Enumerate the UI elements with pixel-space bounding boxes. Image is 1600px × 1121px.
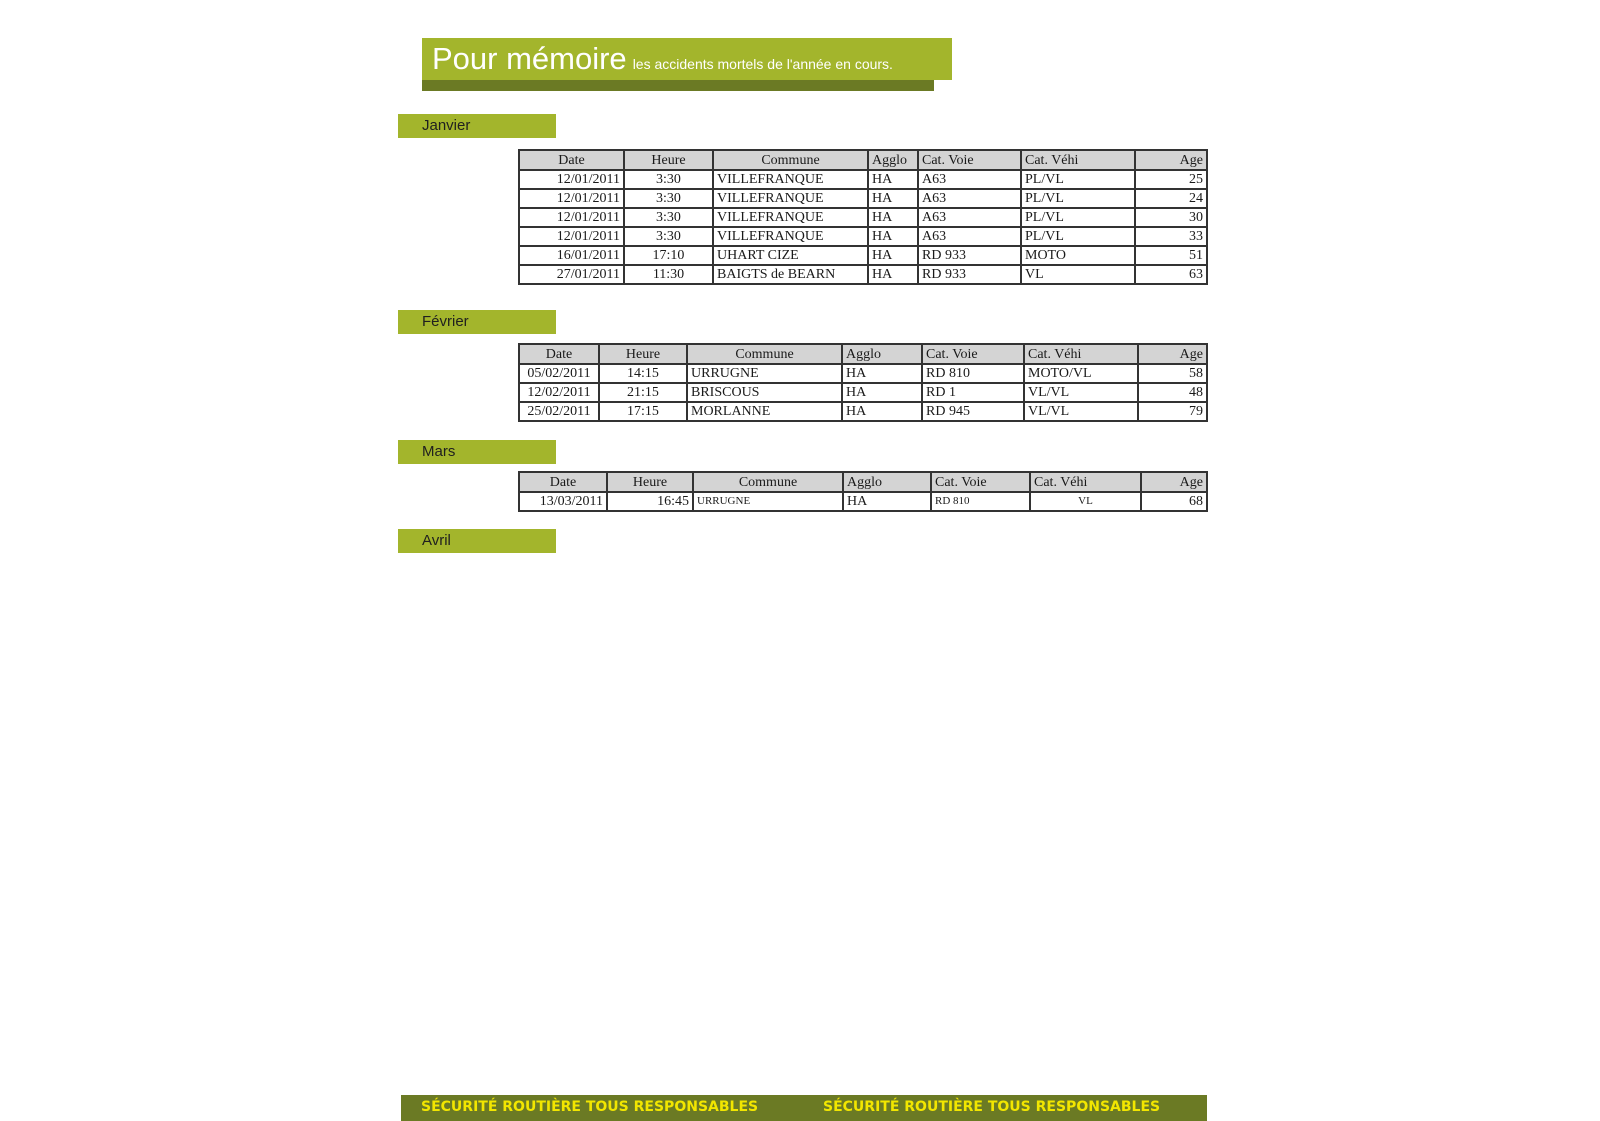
cell-age: 25 [1135, 170, 1207, 189]
cell-heure: 17:15 [599, 402, 687, 421]
table-row [519, 364, 1207, 383]
column-header-agglo: Agglo [868, 150, 918, 170]
cell-cat-voie: A63 [918, 227, 1021, 246]
cell-commune: VILLEFRANQUE [713, 170, 868, 189]
cell-date: 12/02/2011 [519, 383, 599, 402]
cell-cat-voie: RD 933 [918, 246, 1021, 265]
cell-cat-voie: A63 [918, 170, 1021, 189]
cell-commune: URRUGNE [693, 492, 843, 511]
cell-cat-vehi: MOTO/VL [1024, 364, 1138, 383]
cell-commune: VILLEFRANQUE [713, 189, 868, 208]
column-header-cat-voie: Cat. Voie [922, 344, 1024, 364]
cell-cat-vehi: PL/VL [1021, 170, 1135, 189]
cell-agglo: HA [868, 189, 918, 208]
column-header-commune: Commune [687, 344, 842, 364]
cell-commune: VILLEFRANQUE [713, 227, 868, 246]
footer-banner [401, 1095, 1207, 1121]
cell-date: 27/01/2011 [519, 265, 624, 284]
table-header-row [519, 472, 1207, 492]
page-title [432, 38, 893, 80]
cell-age: 79 [1138, 402, 1207, 421]
table-row [519, 170, 1207, 189]
cell-heure: 3:30 [624, 208, 713, 227]
column-header-cat-voie: Cat. Voie [931, 472, 1030, 492]
cell-agglo: HA [868, 208, 918, 227]
table-header-row [519, 150, 1207, 170]
cell-cat-voie: A63 [918, 189, 1021, 208]
cell-heure: 21:15 [599, 383, 687, 402]
cell-heure: 3:30 [624, 189, 713, 208]
cell-commune: UHART CIZE [713, 246, 868, 265]
footer-slogan-right: SÉCURITÉ ROUTIÈRE TOUS RESPONSABLES [823, 1099, 1161, 1115]
cell-date: 13/03/2011 [519, 492, 607, 511]
column-header-commune: Commune [713, 150, 868, 170]
cell-cat-voie: A63 [918, 208, 1021, 227]
cell-cat-vehi: MOTO [1021, 246, 1135, 265]
cell-age: 58 [1138, 364, 1207, 383]
cell-agglo: HA [843, 492, 931, 511]
cell-date: 12/01/2011 [519, 227, 624, 246]
cell-commune: MORLANNE [687, 402, 842, 421]
cell-heure: 17:10 [624, 246, 713, 265]
cell-age: 24 [1135, 189, 1207, 208]
month-label-avril: Avril [398, 529, 556, 553]
cell-cat-vehi: PL/VL [1021, 189, 1135, 208]
table-row [519, 246, 1207, 265]
cell-cat-voie: RD 810 [922, 364, 1024, 383]
table-row [519, 383, 1207, 402]
cell-cat-vehi: PL/VL [1021, 227, 1135, 246]
cell-heure: 3:30 [624, 227, 713, 246]
column-header-heure: Heure [624, 150, 713, 170]
cell-commune: BAIGTS de BEARN [713, 265, 868, 284]
cell-agglo: HA [868, 265, 918, 284]
cell-age: 33 [1135, 227, 1207, 246]
table-row [519, 227, 1207, 246]
column-header-commune: Commune [693, 472, 843, 492]
cell-age: 51 [1135, 246, 1207, 265]
cell-cat-voie: RD 945 [922, 402, 1024, 421]
cell-date: 12/01/2011 [519, 170, 624, 189]
cell-date: 12/01/2011 [519, 189, 624, 208]
month-label-janvier: Janvier [398, 114, 556, 138]
month-label-mars: Mars [398, 440, 556, 464]
title-banner-shadow [422, 80, 934, 91]
cell-age: 48 [1138, 383, 1207, 402]
cell-date: 05/02/2011 [519, 364, 599, 383]
table-header-row [519, 344, 1207, 364]
cell-agglo: HA [842, 402, 922, 421]
column-header-age: Age [1138, 344, 1207, 364]
cell-agglo: HA [842, 364, 922, 383]
cell-heure: 16:45 [607, 492, 693, 511]
column-header-agglo: Agglo [842, 344, 922, 364]
cell-age: 68 [1141, 492, 1207, 511]
cell-commune: BRISCOUS [687, 383, 842, 402]
cell-heure: 14:15 [599, 364, 687, 383]
cell-cat-voie: RD 1 [922, 383, 1024, 402]
column-header-cat-voie: Cat. Voie [918, 150, 1021, 170]
cell-heure: 11:30 [624, 265, 713, 284]
cell-cat-voie: RD 810 [931, 492, 1030, 511]
column-header-date: Date [519, 344, 599, 364]
accidents-table-fevrier [518, 343, 1208, 422]
column-header-date: Date [519, 472, 607, 492]
column-header-age: Age [1141, 472, 1207, 492]
accidents-table-mars [518, 471, 1208, 512]
month-label-fevrier: Février [398, 310, 556, 334]
footer-slogan-left: SÉCURITÉ ROUTIÈRE TOUS RESPONSABLES [421, 1099, 759, 1115]
cell-heure: 3:30 [624, 170, 713, 189]
page-title-subtitle: les accidents mortels de l'année en cours. [632, 56, 893, 72]
column-header-date: Date [519, 150, 624, 170]
table-row [519, 208, 1207, 227]
cell-commune: VILLEFRANQUE [713, 208, 868, 227]
page-title-main: Pour mémoire [432, 41, 627, 76]
column-header-heure: Heure [607, 472, 693, 492]
cell-date: 16/01/2011 [519, 246, 624, 265]
table-row [519, 402, 1207, 421]
cell-cat-vehi: PL/VL [1021, 208, 1135, 227]
cell-commune: URRUGNE [687, 364, 842, 383]
table-row [519, 265, 1207, 284]
column-header-cat-vehi: Cat. Véhi [1024, 344, 1138, 364]
cell-agglo: HA [868, 227, 918, 246]
cell-agglo: HA [842, 383, 922, 402]
table-row [519, 492, 1207, 511]
cell-age: 63 [1135, 265, 1207, 284]
column-header-age: Age [1135, 150, 1207, 170]
cell-date: 12/01/2011 [519, 208, 624, 227]
column-header-cat-vehi: Cat. Véhi [1030, 472, 1141, 492]
cell-agglo: HA [868, 246, 918, 265]
accidents-table-janvier [518, 149, 1208, 285]
table-row [519, 189, 1207, 208]
cell-cat-vehi: VL/VL [1024, 383, 1138, 402]
cell-cat-vehi: VL/VL [1024, 402, 1138, 421]
column-header-agglo: Agglo [843, 472, 931, 492]
cell-cat-vehi: VL [1030, 492, 1141, 511]
cell-agglo: HA [868, 170, 918, 189]
cell-cat-vehi: VL [1021, 265, 1135, 284]
column-header-cat-vehi: Cat. Véhi [1021, 150, 1135, 170]
cell-cat-voie: RD 933 [918, 265, 1021, 284]
cell-age: 30 [1135, 208, 1207, 227]
column-header-heure: Heure [599, 344, 687, 364]
cell-date: 25/02/2011 [519, 402, 599, 421]
